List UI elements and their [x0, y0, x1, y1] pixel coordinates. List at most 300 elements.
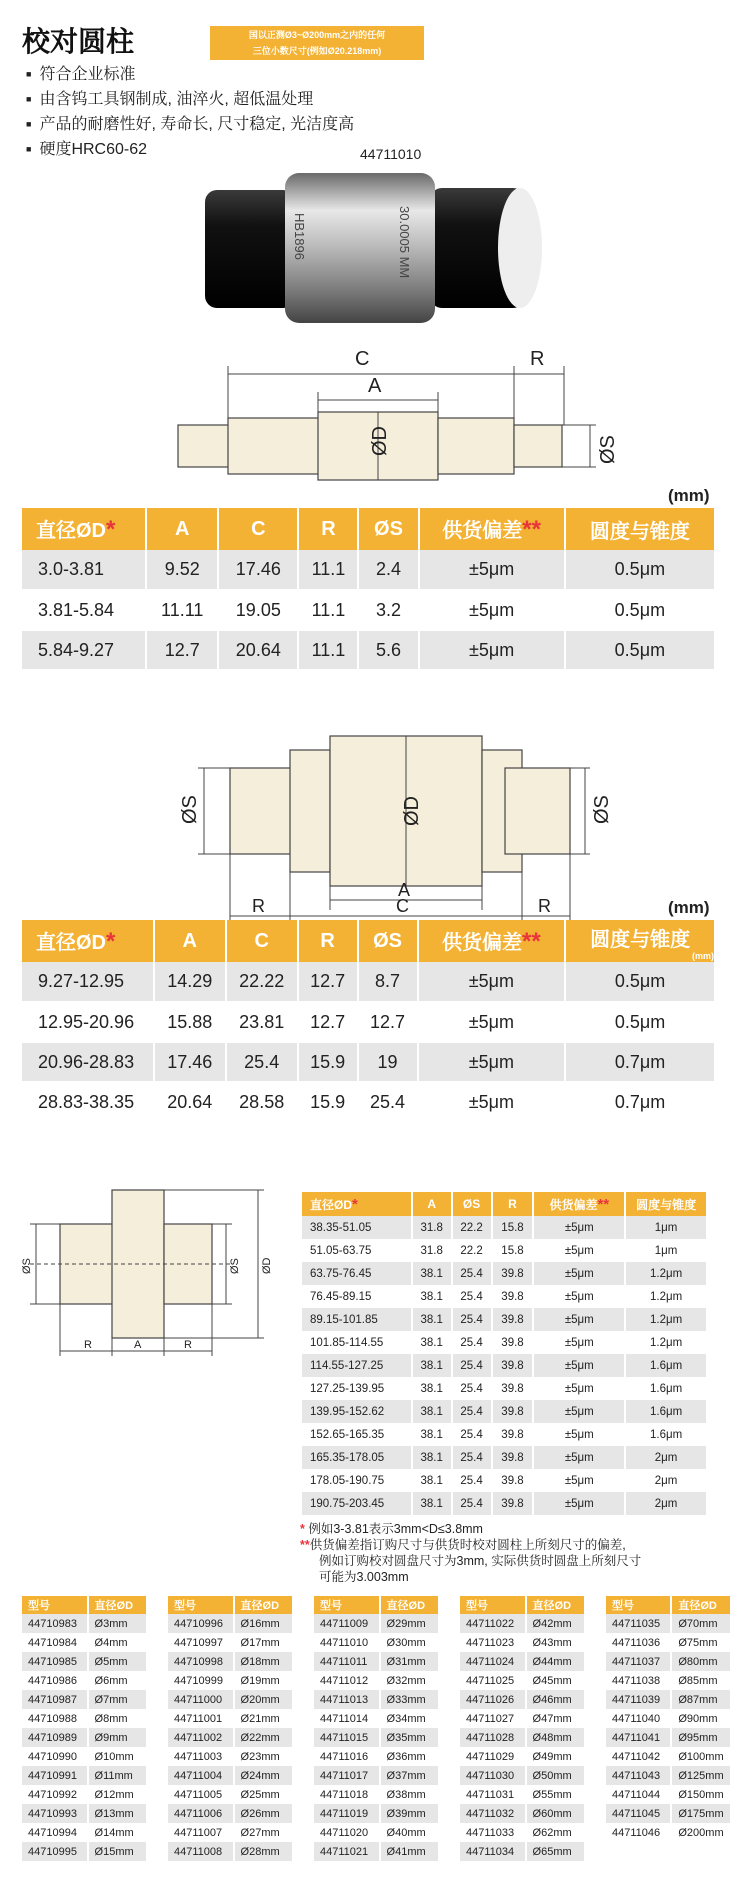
table-cell: ±5μm: [533, 1262, 625, 1285]
engraving-right: 30.0005 MM: [397, 206, 412, 279]
badge-line-2: 三位小数尺寸(例如Ø20.218mm): [252, 46, 382, 56]
table-cell: 44711012: [314, 1671, 380, 1690]
cylinder-diagram-2: [160, 720, 640, 920]
table-cell: Ø175mm: [671, 1804, 731, 1823]
table-cell: 44711016: [314, 1747, 380, 1766]
table-cell: 38.1: [412, 1446, 452, 1469]
feature-item: ■ 硬度HRC60-62: [26, 137, 354, 162]
table-cell: Ø22mm: [234, 1728, 293, 1747]
table-cell: 44711021: [314, 1842, 380, 1861]
table-row: [460, 1728, 585, 1747]
label-a: A: [134, 1339, 142, 1351]
table-cell: 23.81: [226, 1002, 298, 1042]
table-cell: 0.7μm: [565, 1042, 715, 1082]
table-row: [606, 1823, 731, 1842]
col-diameter: 直径ØD: [671, 1596, 731, 1614]
table-cell: 44711015: [314, 1728, 380, 1747]
table-row: [460, 1671, 585, 1690]
table-cell: 44710987: [22, 1690, 88, 1709]
table-row: [314, 1785, 439, 1804]
table-cell: 38.1: [412, 1377, 452, 1400]
table-row: [302, 1331, 707, 1354]
table-cell: 39.8: [492, 1331, 534, 1354]
table-cell: Ø35mm: [380, 1728, 439, 1747]
table-cell: Ø9mm: [88, 1728, 147, 1747]
table-cell: Ø49mm: [526, 1747, 585, 1766]
table-cell: 38.1: [412, 1400, 452, 1423]
table-cell: Ø44mm: [526, 1652, 585, 1671]
table-cell: 25.4: [452, 1262, 492, 1285]
table-cell: 39.8: [492, 1308, 534, 1331]
table-row: [302, 1216, 707, 1239]
table-row: [302, 1262, 707, 1285]
table-cell: 44711011: [314, 1652, 380, 1671]
table-cell: 11.1: [298, 630, 358, 670]
table-cell: 25.4: [226, 1042, 298, 1082]
table-cell: 44711018: [314, 1785, 380, 1804]
table-cell: 0.5μm: [565, 550, 715, 590]
table-cell: 22.2: [452, 1216, 492, 1239]
table-cell: 25.4: [452, 1492, 492, 1515]
table-row: [460, 1766, 585, 1785]
table-cell: ±5μm: [418, 1002, 566, 1042]
table-row: [606, 1766, 731, 1785]
table-row: [22, 590, 715, 630]
table-cell: 44711028: [460, 1728, 526, 1747]
table-cell: 12.95-20.96: [22, 1002, 154, 1042]
table-row: [302, 1239, 707, 1262]
table-cell: ±5μm: [419, 550, 565, 590]
table-cell: 20.64: [218, 630, 298, 670]
left-black-end: [205, 190, 295, 308]
col-diameter: 直径ØD: [380, 1596, 439, 1614]
table-row: [302, 1308, 707, 1331]
table-row: [22, 1766, 147, 1785]
col-tolerance: 供货偏差**: [533, 1192, 625, 1216]
label-r-right: R: [538, 896, 551, 916]
table-cell: 9.27-12.95: [22, 962, 154, 1002]
table-cell: Ø60mm: [526, 1804, 585, 1823]
table-cell: 1.6μm: [625, 1354, 707, 1377]
table-cell: 39.8: [492, 1285, 534, 1308]
table-cell: 12.7: [358, 1002, 418, 1042]
table-cell: 44711043: [606, 1766, 671, 1785]
table-row: [168, 1728, 293, 1747]
table-cell: Ø13mm: [88, 1804, 147, 1823]
table-row: [302, 1446, 707, 1469]
table-cell: 89.15-101.85: [302, 1308, 412, 1331]
table-cell: Ø27mm: [234, 1823, 293, 1842]
table-cell: 44711010: [314, 1633, 380, 1652]
table-cell: 25.4: [358, 1082, 418, 1122]
table-cell: 12.7: [298, 962, 358, 1002]
table-cell: Ø23mm: [234, 1747, 293, 1766]
table-cell: 3.81-5.84: [22, 590, 146, 630]
table-cell: ±5μm: [418, 1082, 566, 1122]
table-cell: 39.8: [492, 1377, 534, 1400]
table-cell: Ø21mm: [234, 1709, 293, 1728]
table-cell: 11.1: [298, 550, 358, 590]
table-cell: ±5μm: [533, 1354, 625, 1377]
table-cell: Ø6mm: [88, 1671, 147, 1690]
table-row: [22, 1747, 147, 1766]
table-cell: 44711006: [168, 1804, 234, 1823]
table-cell: 2μm: [625, 1446, 707, 1469]
table-cell: 11.11: [146, 590, 218, 630]
table-cell: 0.5μm: [565, 1002, 715, 1042]
table-cell: Ø37mm: [380, 1766, 439, 1785]
table-cell: 44711037: [606, 1652, 671, 1671]
table-cell: 2μm: [625, 1492, 707, 1515]
table-cell: Ø45mm: [526, 1671, 585, 1690]
table-cell: 39.8: [492, 1400, 534, 1423]
table-row: [302, 1400, 707, 1423]
col-a: A: [146, 508, 218, 550]
table-cell: 1.2μm: [625, 1331, 707, 1354]
col-tolerance: 供货偏差**: [418, 920, 566, 962]
table-cell: 44711009: [314, 1614, 380, 1633]
table-row: [22, 1633, 147, 1652]
table-cell: Ø125mm: [671, 1766, 731, 1785]
table-cell: 44711024: [460, 1652, 526, 1671]
table-cell: 44711042: [606, 1747, 671, 1766]
table-row: [606, 1690, 731, 1709]
table-cell: Ø90mm: [671, 1709, 731, 1728]
table-row: [168, 1671, 293, 1690]
table-row: [22, 1002, 715, 1042]
table-cell: 25.4: [452, 1331, 492, 1354]
table-cell: 28.58: [226, 1082, 298, 1122]
table-cell: 127.25-139.95: [302, 1377, 412, 1400]
end-face: [498, 188, 542, 308]
table-cell: ±5μm: [533, 1377, 625, 1400]
table-cell: 76.45-89.15: [302, 1285, 412, 1308]
product-photo: [200, 168, 550, 328]
table-row: [314, 1652, 439, 1671]
table-cell: 38.1: [412, 1308, 452, 1331]
table-cell: 44711004: [168, 1766, 234, 1785]
table-cell: ±5μm: [533, 1285, 625, 1308]
table-row: [606, 1785, 731, 1804]
table-cell: 0.5μm: [565, 962, 715, 1002]
col-diameter: 直径ØD*: [302, 1192, 412, 1216]
table-cell: 44711026: [460, 1690, 526, 1709]
table-cell: 44711025: [460, 1671, 526, 1690]
table-row: [460, 1804, 585, 1823]
model-table: [314, 1596, 440, 1861]
table-row: [168, 1652, 293, 1671]
col-r: R: [298, 508, 358, 550]
table-row: [314, 1766, 439, 1785]
col-roundness: 圆度与锥度: [625, 1192, 707, 1216]
table-cell: Ø26mm: [234, 1804, 293, 1823]
feature-list: [26, 62, 354, 162]
table-row: [22, 1842, 147, 1861]
table-row: [606, 1652, 731, 1671]
table-cell: Ø85mm: [671, 1671, 731, 1690]
table-row: [460, 1709, 585, 1728]
table-cell: 2.4: [358, 550, 418, 590]
table-row: [314, 1633, 439, 1652]
table-cell: Ø150mm: [671, 1785, 731, 1804]
table-cell: ±5μm: [418, 962, 566, 1002]
table-cell: Ø28mm: [234, 1842, 293, 1861]
collar-left: [290, 750, 330, 872]
table-cell: 38.1: [412, 1354, 452, 1377]
table-cell: 0.7μm: [565, 1082, 715, 1122]
table-cell: Ø3mm: [88, 1614, 147, 1633]
table-cell: 165.35-178.05: [302, 1446, 412, 1469]
table-row: [314, 1690, 439, 1709]
table-cell: 1.2μm: [625, 1285, 707, 1308]
table-cell: Ø50mm: [526, 1766, 585, 1785]
table-cell: 38.1: [412, 1423, 452, 1446]
table-cell: 2μm: [625, 1469, 707, 1492]
table-row: [314, 1728, 439, 1747]
table-cell: 25.4: [452, 1446, 492, 1469]
col-diameter: 直径ØD*: [22, 508, 146, 550]
table-cell: Ø10mm: [88, 1747, 147, 1766]
table-cell: Ø34mm: [380, 1709, 439, 1728]
col-model: 型号: [460, 1596, 526, 1614]
table-cell: 44711039: [606, 1690, 671, 1709]
table-cell: ±5μm: [533, 1239, 625, 1262]
table-cell: Ø12mm: [88, 1785, 147, 1804]
table-cell: 39.8: [492, 1492, 534, 1515]
table-row: [460, 1614, 585, 1633]
table-row: [460, 1690, 585, 1709]
table-cell: 14.29: [154, 962, 226, 1002]
table-cell: 20.64: [154, 1082, 226, 1122]
table-cell: 44711038: [606, 1671, 671, 1690]
col-c: C: [226, 920, 298, 962]
table-cell: 31.8: [412, 1239, 452, 1262]
table-cell: 44711022: [460, 1614, 526, 1633]
table-cell: Ø36mm: [380, 1747, 439, 1766]
table-row: [22, 1652, 147, 1671]
table-cell: 25.4: [452, 1469, 492, 1492]
table-row: [22, 1709, 147, 1728]
table-cell: Ø62mm: [526, 1823, 585, 1842]
table-cell: ±5μm: [419, 630, 565, 670]
table-row: [606, 1614, 731, 1633]
table-cell: 39.8: [492, 1469, 534, 1492]
table-cell: 152.65-165.35: [302, 1423, 412, 1446]
table-cell: Ø46mm: [526, 1690, 585, 1709]
table-cell: 17.46: [154, 1042, 226, 1082]
table-row: [22, 630, 715, 670]
table-row: [168, 1690, 293, 1709]
table-cell: 38.1: [412, 1262, 452, 1285]
model-table: [168, 1596, 294, 1861]
col-model: 型号: [22, 1596, 88, 1614]
table-cell: ±5μm: [533, 1308, 625, 1331]
shaft-right: [438, 418, 514, 474]
table-cell: ±5μm: [419, 590, 565, 630]
table-cell: 0.5μm: [565, 630, 715, 670]
col-roundness: 圆度与锥度: [565, 508, 715, 550]
engraving-left: HB1896: [292, 213, 307, 260]
table-cell: Ø43mm: [526, 1633, 585, 1652]
table-cell: 38.1: [412, 1469, 452, 1492]
col-c: C: [218, 508, 298, 550]
table-cell: 9.52: [146, 550, 218, 590]
note-2-line-2: 例如订购校对圆盘尺寸为3mm, 实际供货时圆盘上所刻尺寸: [319, 1554, 642, 1568]
note-2-line-3: 可能为3.003mm: [319, 1570, 409, 1584]
table-row: [168, 1842, 293, 1861]
shaft-right: [505, 768, 570, 854]
table-cell: 44711045: [606, 1804, 671, 1823]
feature-item: ■ 符合企业标准: [26, 62, 354, 87]
col-s: ØS: [358, 508, 418, 550]
table-row: [606, 1633, 731, 1652]
table-cell: 44710988: [22, 1709, 88, 1728]
table-row: [606, 1804, 731, 1823]
col-diameter: 直径ØD: [234, 1596, 293, 1614]
table-cell: 1.6μm: [625, 1400, 707, 1423]
table-cell: Ø15mm: [88, 1842, 147, 1861]
table-cell: Ø95mm: [671, 1728, 731, 1747]
table-cell: ±5μm: [533, 1446, 625, 1469]
table-cell: 25.4: [452, 1423, 492, 1446]
table-cell: Ø75mm: [671, 1633, 731, 1652]
table-cell: 44710983: [22, 1614, 88, 1633]
table-row: [460, 1823, 585, 1842]
table-cell: 44711030: [460, 1766, 526, 1785]
table-row: [302, 1469, 707, 1492]
table-row: [168, 1804, 293, 1823]
table-cell: 51.05-63.75: [302, 1239, 412, 1262]
table-cell: 25.4: [452, 1354, 492, 1377]
shaft-right-tip: [514, 425, 562, 467]
table-row: [606, 1709, 731, 1728]
table-row: [168, 1823, 293, 1842]
table-cell: ±5μm: [533, 1492, 625, 1515]
table-cell: 44711040: [606, 1709, 671, 1728]
table-cell: 44711027: [460, 1709, 526, 1728]
notes: [300, 1522, 720, 1586]
table-cell: 44710999: [168, 1671, 234, 1690]
table-cell: 0.5μm: [565, 590, 715, 630]
table-cell: Ø47mm: [526, 1709, 585, 1728]
table-cell: 39.8: [492, 1423, 534, 1446]
cylinder-diagram-3: [20, 1186, 280, 1356]
table-cell: 39.8: [492, 1262, 534, 1285]
table-cell: 190.75-203.45: [302, 1492, 412, 1515]
table-cell: 114.55-127.25: [302, 1354, 412, 1377]
table-row: [22, 1614, 147, 1633]
table-row: [22, 1671, 147, 1690]
table-cell: 31.8: [412, 1216, 452, 1239]
table-cell: ±5μm: [533, 1400, 625, 1423]
label-c: C: [396, 896, 409, 916]
table-cell: 101.85-114.55: [302, 1331, 412, 1354]
table-row: [302, 1492, 707, 1515]
table-cell: 44711036: [606, 1633, 671, 1652]
table-row: [606, 1671, 731, 1690]
spec-table-1: [22, 508, 716, 671]
table-cell: Ø41mm: [380, 1842, 439, 1861]
table-row: [22, 962, 715, 1002]
table-cell: 44711029: [460, 1747, 526, 1766]
note-1: * 例如3-3.81表示3mm<D≤3.8mm: [300, 1522, 483, 1536]
table-row: [302, 1285, 707, 1308]
table-cell: Ø24mm: [234, 1766, 293, 1785]
table-row: [22, 1042, 715, 1082]
table-cell: Ø65mm: [526, 1842, 585, 1861]
table-row: [314, 1823, 439, 1842]
table-row: [460, 1842, 585, 1861]
table-cell: 44711008: [168, 1842, 234, 1861]
table-cell: 5.84-9.27: [22, 630, 146, 670]
table-cell: 44710994: [22, 1823, 88, 1842]
label-s-right: ØS: [591, 795, 613, 824]
label-s-right: ØS: [229, 1258, 241, 1274]
unit-label: (mm): [668, 898, 710, 917]
table-cell: 1.6μm: [625, 1423, 707, 1446]
table-cell: 44711020: [314, 1823, 380, 1842]
table-cell: Ø87mm: [671, 1690, 731, 1709]
table-cell: ±5μm: [418, 1042, 566, 1082]
table-cell: 22.22: [226, 962, 298, 1002]
label-r: R: [530, 348, 545, 370]
table-cell: 15.9: [298, 1042, 358, 1082]
table-cell: 22.2: [452, 1239, 492, 1262]
table-cell: Ø200mm: [671, 1823, 731, 1842]
table-cell: 44710996: [168, 1614, 234, 1633]
badge-line-1: 国以正测Ø3~Ø200mm之内的任何: [248, 30, 386, 40]
table-cell: Ø48mm: [526, 1728, 585, 1747]
table-cell: 25.4: [452, 1285, 492, 1308]
table-cell: 44711017: [314, 1766, 380, 1785]
table-cell: 44710995: [22, 1842, 88, 1861]
label-d: ØD: [401, 796, 423, 826]
col-model: 型号: [606, 1596, 671, 1614]
table-cell: 44711034: [460, 1842, 526, 1861]
table-cell: 44711044: [606, 1785, 671, 1804]
table-row: [302, 1423, 707, 1446]
table-cell: Ø39mm: [380, 1804, 439, 1823]
table-cell: Ø42mm: [526, 1614, 585, 1633]
table-cell: 25.4: [452, 1377, 492, 1400]
table-cell: Ø18mm: [234, 1652, 293, 1671]
table-row: [314, 1804, 439, 1823]
table-cell: 44711003: [168, 1747, 234, 1766]
table-row: [314, 1614, 439, 1633]
table-cell: 19.05: [218, 590, 298, 630]
table-cell: Ø31mm: [380, 1652, 439, 1671]
table-cell: Ø25mm: [234, 1785, 293, 1804]
table-row: [460, 1747, 585, 1766]
table-cell: 44710986: [22, 1671, 88, 1690]
table-cell: Ø11mm: [88, 1766, 147, 1785]
label-d: ØD: [261, 1257, 273, 1274]
table-cell: 25.4: [452, 1308, 492, 1331]
table-row: [460, 1785, 585, 1804]
table-row: [168, 1766, 293, 1785]
table-cell: 15.8: [492, 1216, 534, 1239]
col-diameter: 直径ØD: [88, 1596, 147, 1614]
table-cell: 1μm: [625, 1239, 707, 1262]
table-cell: 5.6: [358, 630, 418, 670]
table-cell: 44711041: [606, 1728, 671, 1747]
table-row: [302, 1354, 707, 1377]
table-cell: 63.75-76.45: [302, 1262, 412, 1285]
label-r-left: R: [252, 896, 265, 916]
spec-table-2: [22, 920, 716, 1123]
table-cell: 3.0-3.81: [22, 550, 146, 590]
label-a: A: [398, 880, 411, 900]
